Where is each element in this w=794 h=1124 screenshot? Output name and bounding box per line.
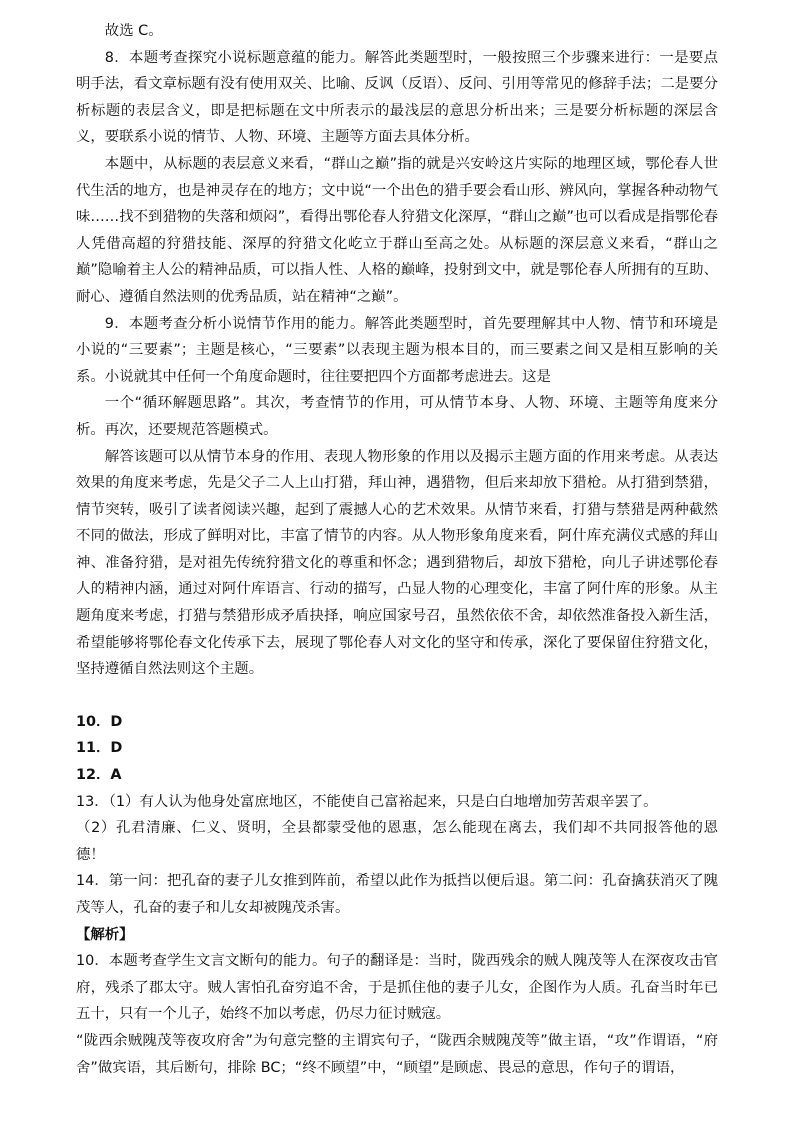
- paragraph-answer-8: 8．本题考查探究小说标题意蕴的能力。解答此类题型时，一般按照三个步骤来进行：一是要点明手法，看文章标题有没有使用双关、比喻、反讽（反语）、反问、引用等常见的修辞手法；二是要分析标题的表层含义，即是把标题在文中所表示的最浅层的意思分析出来；三是要分析标题的深层含义，要联系小说的情节、人物、环境、主题等方面去具体分析。: [76, 49, 718, 146]
- paragraph-answer-9-cont: 一个“循环解题思路”。其次，考查情节的作用，可从情节本身、人物、环境、主题等角度来分析。再次，还要规范答题模式。: [76, 395, 718, 438]
- answer-10: 10．D: [76, 713, 123, 730]
- analysis-heading: 【解析】: [76, 926, 134, 943]
- analysis-10-cont: “陇西余贼隗茂等夜攻府舍”为句意完整的主谓宾句子，“陇西余贼隗茂等”做主语，“攻”作谓语，“府舍”做宾语，其后断句，排除 BC；“终不顾望”中，“顾望”是顾虑、畏忌的意思，作句子的谓语，: [76, 1032, 718, 1076]
- analysis-10: 10．本题考查学生文言文断句的能力。句子的翻译是：当时，陇西残余的贼人隗茂等人在深夜攻击官府，残杀了郡太守。贼人害怕孔奋穷追不舍，于是抓住他的妻子儿女，企图作为人质。孔奋当时年已五十，只有一个儿子，始终不加以考虑，仍尽力征讨贼寇。: [76, 953, 718, 1023]
- answer-12: 12．A: [76, 767, 122, 784]
- paragraph-conclusion-7: 故选 C。: [104, 23, 163, 39]
- answer-13-part-2: （2）孔君清廉、仁义、贤明，全县都蒙受他的恩惠，怎么能现在离去，我们却不共同报答他的恩德！: [76, 820, 718, 863]
- answer-13-part-1: 13．（1）有人认为他身处富庶地区，不能使自己富裕起来，只是白白地增加劳苦艰辛罢了。: [76, 793, 658, 810]
- paragraph-analysis-8: 本题中，从标题的表层意义来看，“群山之巅”指的就是兴安岭这片实际的地理区域，鄂伦春人世代生活的地方，也是神灵存在的地方；文中说“一个出色的猎手要会看山形、辨风向，掌握各种动物气味……找不到猎物的失落和烦闷”，看得出鄂伦春人狩猎文化深厚，“群山之巅”也可以看成是指鄂伦春人凭借高超的狩猎技能、深厚的狩猎文化屹立于群山至高之处。从标题的深层意义来看，“群山之巅”隐喻着主人公的精神品质，可以指人性、人格的巅峰，投射到文中，就是鄂伦春人所拥有的互助、耐心、遵循自然法则的优秀品质，站在精神“之巅”。: [76, 155, 718, 305]
- paragraph-answer-9: 9．本题考查分析小说情节作用的能力。解答此类题型时，首先要理解其中人物、情节和环境是小说的“三要素”；主题是核心，“三要素”以表现主题为根本目的，而三要素之间又是相互影响的关系。小说就其中任何一个角度命题时，往往要把四个方面都考虑进去。这是: [76, 315, 718, 385]
- answer-14: 14．第一问：把孔奋的妻子儿女推到阵前，希望以此作为抵挡以便后退。第二问：孔奋擒获消灭了隗茂等人，孔奋的妻子和儿女却被隗茂杀害。: [76, 873, 718, 916]
- answer-11: 11．D: [76, 740, 123, 757]
- answer-document: [76, 18, 718, 1081]
- spacer: [76, 683, 718, 709]
- paragraph-analysis-9: 解答该题可以从情节本身的作用、表现人物形象的作用以及揭示主题方面的作用来考虑。从表达效果的角度来考虑，先是父子二人上山打猎，拜山神，遇猎物，但后来却放下猎枪。从打猎到禁猎，情节突转，吸引了读者阅读兴趣，起到了震撼人心的艺术效果。从情节来看，打猎与禁猎是两种截然不同的做法，形成了鲜明对比，丰富了情节的内容。从人物形象角度来看，阿什库充满仪式感的拜山神、准备狩猎，是对祖先传统狩猎文化的尊重和怀念；遇到猎物后，却放下猎枪，向儿子讲述鄂伦春人的精神内涵，通过对阿什库语言、行动的描写，凸显人物的心理变化，丰富了阿什库的形象。从主题角度来考虑，打猎与禁猎形成矛盾抉择，响应国家号召，虽然依依不舍，却依然准备投入新生活，希望能够将鄂伦春文化传承下去，展现了鄂伦春人对文化的坚守和传承，深化了要保留住狩猎文化，坚持遵循自然法则这个主题。: [76, 448, 718, 678]
